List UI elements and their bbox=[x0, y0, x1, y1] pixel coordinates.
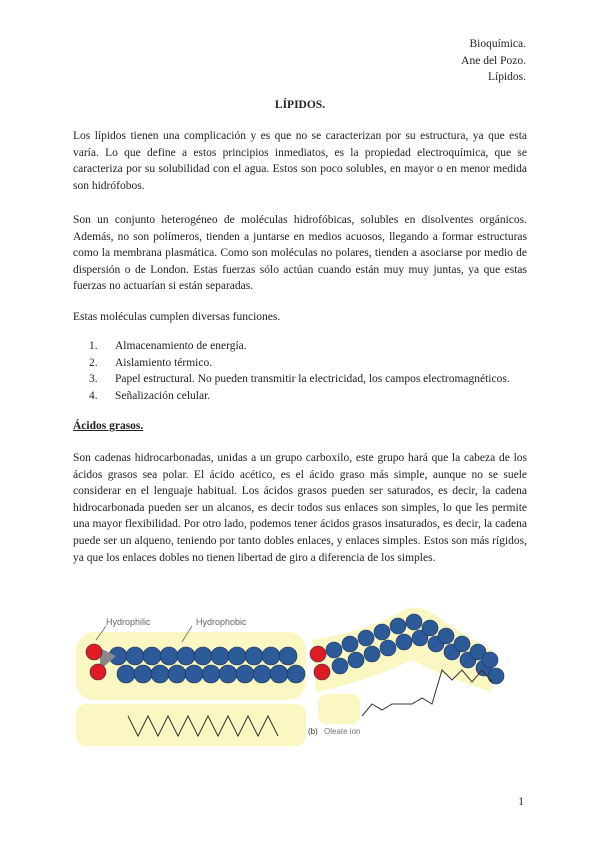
carbon-atom bbox=[332, 658, 348, 674]
carbon-atom bbox=[126, 647, 144, 665]
carbon-atom bbox=[326, 642, 342, 658]
fatty-acids-paragraph: Son cadenas hidrocarbonadas, unidas a un grupo carboxilo, este grupo hará que la cabeza de los ácidos grasos sea polar. El ácido acético, es el ácido graso más simple, aunque no se suele considerar en el lenguaje habitual. Los ácidos grasos pueden ser saturados, es decir, la cadena hidrocarbonada pueden ser un alcanos, es decir todos sus enlaces son simples, lo que les permite una mayor flexibilidad. Por otro lado, podemos tener ácidos grasos insaturados, es decir, la cadena puede ser un alqueno, teniendo por tanto dobles enlaces, y enlaces simples. Estos son más rígidos, ya que los enlaces dobles no tienen libertad de giro a diferencia de los simples. bbox=[73, 452, 527, 564]
carbon-atom bbox=[262, 647, 280, 665]
carbon-atom bbox=[202, 665, 220, 683]
carbon-atom bbox=[364, 646, 380, 662]
carbon-atom bbox=[245, 647, 263, 665]
figure-b-label: (b) bbox=[308, 727, 318, 736]
oxygen-atom bbox=[314, 664, 330, 680]
carbon-atom bbox=[236, 665, 254, 683]
section-heading: Ácidos grasos. bbox=[73, 420, 144, 432]
carbon-atom bbox=[194, 647, 212, 665]
list-item: 3. Papel estructural. No pueden transmitir la electricidad, los campos electromagnéticos. bbox=[89, 373, 510, 385]
carbon-atom bbox=[396, 634, 412, 650]
carbon-atom bbox=[160, 647, 178, 665]
carbon-atom bbox=[342, 636, 358, 652]
carbon-atom bbox=[358, 630, 374, 646]
skeletal-backdrop bbox=[76, 704, 306, 746]
page-number: 1 bbox=[518, 796, 524, 808]
carbon-atom bbox=[287, 665, 305, 683]
carbon-atom bbox=[117, 665, 135, 683]
carbon-atom bbox=[374, 624, 390, 640]
carbon-atom bbox=[380, 640, 396, 656]
description-paragraph: Son un conjunto heterogéneo de moléculas hidrofóbicas, solubles en disolventes orgánicos. Además, no son polímeros, tienden a juntarse en medios acuosos, llegando a formar estructuras como la membrana plasmática. Como son moléculas no polares, tienden a asociarse por medio de dispersión o de London. Estas fuerzas sólo actúan cuando están muy muy juntas, ya que estas fuerzas no actuarían si están separadas. bbox=[73, 214, 527, 293]
carbon-atom bbox=[228, 647, 246, 665]
carbon-atom bbox=[185, 665, 203, 683]
carbon-atom bbox=[177, 647, 195, 665]
carbon-atom bbox=[406, 614, 422, 630]
list-item: 4. Señalización celular. bbox=[89, 389, 211, 402]
carbon-atom bbox=[348, 652, 364, 668]
carbon-atom bbox=[168, 665, 186, 683]
carbon-atom bbox=[482, 652, 498, 668]
carbon-atom bbox=[134, 665, 152, 683]
intro-paragraph: Los lípidos tienen una complicación y es que no se caracterizan por su estructura, ya que esta varía. Lo que define a estos principios inmediatos, es la propiedad electroquímica, que se caracteriza por su solubilidad con el agua. Estos son poco solubles, en mayor o en menor medida son hidrófobos. bbox=[73, 130, 527, 192]
functions-intro: Estas moléculas cumplen diversas funciones. bbox=[73, 311, 281, 323]
oxygen-atom bbox=[310, 646, 326, 662]
list-item: 2. Aislamiento térmico. bbox=[89, 356, 213, 369]
carbon-atom bbox=[438, 628, 454, 644]
fatty-acid-figure bbox=[72, 600, 532, 750]
carbon-atom bbox=[488, 668, 504, 684]
functions-list bbox=[73, 338, 533, 404]
oleate-ion-model bbox=[308, 608, 504, 736]
carbon-atom bbox=[211, 647, 229, 665]
header-topic: Lípidos. bbox=[487, 71, 526, 83]
skeletal-backdrop bbox=[318, 694, 360, 724]
hydrophilic-label: Hydrophilic bbox=[106, 617, 151, 627]
header-author: Ane del Pozo. bbox=[461, 54, 526, 67]
carbon-atom bbox=[279, 647, 297, 665]
document-header bbox=[461, 36, 526, 86]
hydrophobic-label: Hydrophobic bbox=[196, 617, 247, 627]
oxygen-atom bbox=[86, 644, 102, 660]
oleate-caption: Oleate ion bbox=[324, 727, 361, 736]
carbon-atom bbox=[422, 620, 438, 636]
carbon-atom bbox=[253, 665, 271, 683]
carbon-atom bbox=[151, 665, 169, 683]
list-item: 1. Almacenamiento de energía. bbox=[89, 340, 247, 352]
saturated-fatty-acid-model bbox=[76, 617, 306, 746]
carbon-atom bbox=[454, 636, 470, 652]
page-title: LÍPIDOS. bbox=[274, 99, 326, 111]
carbon-atom bbox=[270, 665, 288, 683]
carbon-atom bbox=[143, 647, 161, 665]
carbon-atom bbox=[390, 618, 406, 634]
header-course: Bioquímica. bbox=[469, 38, 526, 50]
carbon-atom bbox=[219, 665, 237, 683]
oxygen-atom bbox=[90, 664, 106, 680]
